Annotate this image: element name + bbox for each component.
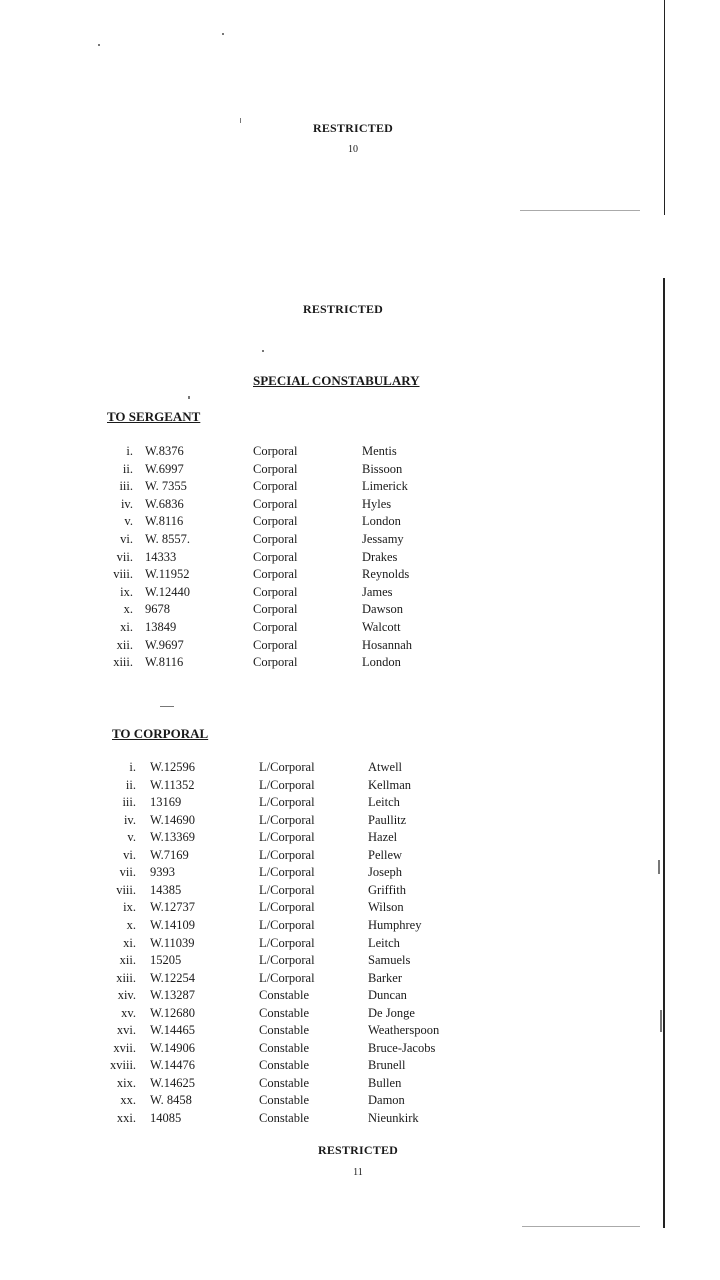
list-item-rank: L/Corporal [259, 970, 315, 985]
page-number-top: 10 [348, 144, 358, 155]
list-item-number: ii. [125, 777, 136, 792]
list-item-name: Hosannah [362, 637, 412, 652]
scan-speck [188, 396, 190, 399]
list-item [0, 795, 720, 812]
list-item-rank: Corporal [253, 461, 298, 476]
list-item-rank: Corporal [253, 584, 298, 599]
list-item-name: Bullen [368, 1075, 402, 1090]
list-item-id: W.11039 [150, 935, 195, 950]
list-item-number: i. [126, 444, 133, 458]
list-item-number: viii. [113, 567, 133, 582]
list-item-id: W.12737 [150, 900, 196, 915]
list-item-number: iii. [122, 795, 136, 810]
list-item [0, 813, 720, 830]
list-item-rank: Corporal [253, 637, 298, 652]
list-item [0, 462, 720, 479]
list-item-name: Damon [368, 1093, 405, 1108]
scan-speck [262, 350, 264, 352]
list-item-id: W.14625 [150, 1075, 196, 1090]
list-item-id: 13849 [145, 620, 177, 634]
list-item-name: Kellman [368, 777, 412, 792]
list-item-number: xviii. [110, 1058, 137, 1073]
list-item-number: xiv. [117, 988, 136, 1003]
scan-speck [222, 33, 224, 35]
list-item-rank: Corporal [253, 549, 298, 564]
list-item-number: viii. [116, 882, 136, 897]
list-item-rank: Corporal [253, 444, 298, 458]
list-item-id: W.14109 [150, 917, 196, 932]
list-item-name: Atwell [368, 760, 403, 774]
scan-speck [522, 1226, 640, 1227]
list-item-id: W.9697 [145, 637, 184, 652]
list-item-rank: Corporal [253, 620, 298, 634]
list-item [0, 567, 720, 584]
list-item-number: x. [126, 917, 136, 932]
list-item [0, 585, 720, 602]
list-item-id: W.11352 [150, 777, 195, 792]
page-number-bottom: 11 [353, 1167, 363, 1178]
list-item-name: Samuels [368, 953, 411, 968]
list-item-number: xx. [120, 1093, 136, 1108]
list-item-rank: L/Corporal [259, 917, 315, 932]
list-item-number: xxi. [116, 1111, 136, 1125]
list-item-name: Barker [368, 970, 403, 985]
list-item-name: James [362, 584, 393, 599]
list-item [0, 936, 720, 953]
list-item-name: London [362, 655, 401, 670]
list-item-name: London [362, 514, 401, 529]
scan-speck [160, 706, 174, 707]
list-item-id: W.8116 [145, 514, 184, 529]
list-item-id: W.14476 [150, 1058, 196, 1073]
list-item-id: W.13287 [150, 988, 196, 1003]
list-item-name: Hyles [362, 496, 392, 511]
list-item-rank: Constable [259, 1005, 309, 1020]
list-item-name: Paullitz [368, 812, 407, 827]
list-item-rank: Corporal [253, 514, 298, 529]
list-item-rank: L/Corporal [259, 795, 315, 810]
list-item-id: W.7169 [150, 847, 189, 862]
document-title: SPECIAL CONSTABULARY [253, 373, 420, 388]
list-item-number: xii. [119, 953, 136, 968]
list-item-name: Nieunkirk [368, 1111, 419, 1125]
list-item-number: xvi. [116, 1023, 136, 1038]
list-item [0, 1093, 720, 1110]
list-item-name: Wilson [368, 900, 404, 915]
list-item-name: Jessamy [362, 532, 404, 546]
list-item-rank: L/Corporal [259, 760, 315, 774]
list-item-number: v. [127, 830, 136, 845]
list-item [0, 900, 720, 917]
list-item-rank: Constable [259, 1093, 309, 1108]
list-item-id: W.11952 [145, 567, 190, 582]
list-item-id: 15205 [150, 953, 182, 968]
list-item-name: Weatherspoon [368, 1023, 440, 1038]
list-item [0, 514, 720, 531]
list-item-name: Drakes [362, 549, 398, 564]
scan-border-line-top [664, 0, 665, 215]
list-item [0, 953, 720, 970]
list-item-id: W.8376 [145, 444, 184, 458]
list-item-id: W.12440 [145, 584, 191, 599]
list-item-name: Walcott [362, 620, 401, 634]
restricted-label-top-page: RESTRICTED [312, 121, 394, 135]
list-item-rank: Constable [259, 1040, 309, 1055]
list-item-number: vii. [116, 549, 133, 564]
list-item-number: v. [124, 514, 133, 529]
list-item-id: W.12254 [150, 970, 196, 985]
list-item-id: 14085 [150, 1111, 182, 1125]
list-item-rank: L/Corporal [259, 847, 315, 862]
list-item [0, 848, 720, 865]
list-item-rank: Constable [259, 1075, 309, 1090]
list-item-rank: Corporal [253, 496, 298, 511]
list-item-name: Bruce-Jacobs [368, 1040, 436, 1055]
list-item [0, 1041, 720, 1058]
list-item-name: Griffith [368, 882, 406, 897]
list-item-rank: Constable [259, 988, 309, 1003]
list-item-id: W.6997 [145, 461, 184, 476]
list-item-id: W.12680 [150, 1005, 196, 1020]
list-item-rank: L/Corporal [259, 865, 315, 880]
list-item [0, 620, 720, 637]
list-item-number: xiii. [113, 655, 133, 670]
list-item-name: De Jonge [368, 1005, 415, 1020]
list-item-rank: L/Corporal [259, 812, 315, 827]
list-item-name: Dawson [362, 602, 403, 617]
list-item-id: 13169 [150, 795, 182, 810]
scan-speck [240, 118, 241, 123]
list-item-id: W. 8458 [150, 1093, 192, 1108]
list-item-rank: L/Corporal [259, 935, 315, 950]
list-item-id: 14385 [150, 882, 182, 897]
list-item-number: xiii. [116, 970, 136, 985]
list-item [0, 550, 720, 567]
section-heading-sergeant: TO SERGEANT [107, 409, 201, 424]
list-item-name: Joseph [368, 865, 403, 880]
list-item-name: Humphrey [368, 917, 422, 932]
list-item-id: W. 8557. [145, 532, 191, 546]
list-item-number: i. [129, 760, 136, 774]
list-item-name: Leitch [368, 795, 400, 810]
list-item [0, 778, 720, 795]
list-item-number: iv. [120, 496, 133, 511]
list-item [0, 865, 720, 882]
list-item [0, 760, 720, 777]
list-item-name: Leitch [368, 935, 400, 950]
list-item-rank: Corporal [253, 479, 298, 494]
list-item [0, 1111, 720, 1128]
list-item-rank: L/Corporal [259, 830, 315, 845]
list-item [0, 1006, 720, 1023]
list-item-id: W. 7355 [145, 479, 187, 494]
list-item-name: Hazel [368, 830, 398, 845]
restricted-label-header: RESTRICTED [302, 302, 384, 316]
section-heading-corporal: TO CORPORAL [112, 726, 209, 741]
list-item [0, 497, 720, 514]
list-item-number: xii. [116, 637, 133, 652]
list-item-number: ii. [122, 461, 133, 476]
list-item-id: W.8116 [145, 655, 184, 670]
list-item-number: vii. [119, 865, 136, 880]
list-item-rank: Constable [259, 1058, 309, 1073]
scan-speck [98, 44, 100, 46]
list-item-rank: L/Corporal [259, 900, 315, 915]
list-item [0, 1023, 720, 1040]
list-item [0, 971, 720, 988]
scan-speck [520, 210, 640, 211]
list-item [0, 602, 720, 619]
list-item [0, 1076, 720, 1093]
list-item-number: vi. [123, 847, 136, 862]
list-item-rank: Corporal [253, 532, 298, 546]
list-item-id: 9393 [150, 865, 175, 880]
list-item-rank: L/Corporal [259, 953, 315, 968]
list-item [0, 655, 720, 672]
list-item-id: W.14690 [150, 812, 196, 827]
list-item-number: xvii. [113, 1040, 136, 1055]
list-item-id: W.14465 [150, 1023, 196, 1038]
list-item-id: W.12596 [150, 760, 196, 774]
list-item-rank: Corporal [253, 602, 298, 617]
list-item [0, 830, 720, 847]
list-item-number: xv. [121, 1005, 136, 1020]
list-item-number: xi. [123, 935, 136, 950]
list-item [0, 918, 720, 935]
list-item-id: W.13369 [150, 830, 196, 845]
list-item [0, 532, 720, 549]
list-item-rank: Corporal [253, 655, 298, 670]
list-item-number: x. [123, 602, 133, 617]
list-item-name: Mentis [362, 444, 397, 458]
list-item [0, 1058, 720, 1075]
list-item-rank: L/Corporal [259, 882, 315, 897]
list-item-number: iv. [123, 812, 136, 827]
list-item-number: ix. [123, 900, 136, 915]
list-item-rank: Constable [259, 1111, 309, 1125]
list-item-id: W.6836 [145, 496, 184, 511]
list-item-rank: Corporal [253, 567, 298, 582]
list-item-id: 9678 [145, 602, 170, 617]
list-item-id: 14333 [145, 549, 177, 564]
list-item-name: Pellew [368, 847, 403, 862]
list-item-number: xi. [120, 620, 133, 634]
list-item-number: ix. [120, 584, 133, 599]
list-item [0, 444, 720, 461]
list-item-name: Reynolds [362, 567, 410, 582]
list-item-id: W.14906 [150, 1040, 196, 1055]
list-item-name: Limerick [362, 479, 408, 494]
list-item-name: Bissoon [362, 461, 403, 476]
list-item [0, 479, 720, 496]
list-item [0, 638, 720, 655]
list-item-rank: Constable [259, 1023, 309, 1038]
list-item [0, 883, 720, 900]
list-item [0, 988, 720, 1005]
list-item-number: iii. [119, 479, 133, 494]
list-item-rank: L/Corporal [259, 777, 315, 792]
restricted-label-footer: RESTRICTED [317, 1143, 399, 1157]
list-item-number: vi. [120, 532, 133, 546]
list-item-number: xix. [116, 1075, 136, 1090]
list-item-name: Duncan [368, 988, 407, 1003]
list-item-name: Brunell [368, 1058, 406, 1073]
